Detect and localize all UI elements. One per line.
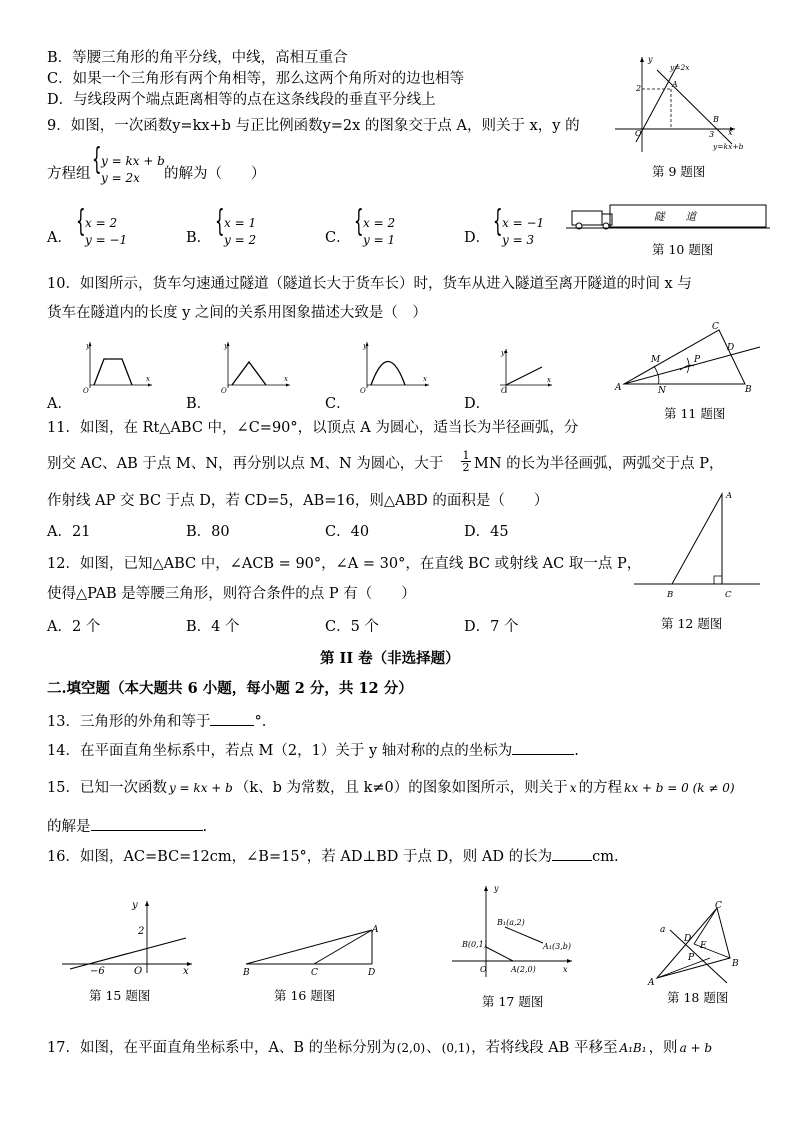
q12-option-a[interactable]: A．2 个 [47, 619, 101, 635]
fig9-y-label: y [648, 55, 653, 64]
q10-b-y: y [224, 342, 228, 350]
q12-stem-line1: 12．如图，已知△ABC 中，∠ACB = 90°，∠A = 30°，在直线 BC 或射线 AC 取一点 P， [47, 556, 642, 572]
q15-line2 [47, 816, 207, 836]
fig11-c: C [712, 322, 719, 332]
q11-option-c[interactable]: C．40 [325, 524, 370, 540]
q13-unit: °. [254, 714, 267, 730]
fig17-y: y [494, 884, 499, 893]
q9-option-d: { x = −1 y = 3 [493, 204, 545, 247]
fig15-o: O [134, 966, 143, 977]
fig18-a: A [648, 978, 655, 988]
fig17-b1: B₁(a,2) [497, 918, 525, 927]
fig9-point-b: B [713, 115, 719, 124]
q16-text: 16．如图，AC=BC=12cm，∠B=15°，若 AD⊥BD 于点 D，则 AD 的长为 [47, 849, 553, 865]
fig11-a: A [615, 383, 622, 393]
q14-answer-blank[interactable] [512, 740, 574, 755]
q9-option-b-l1: x = 1 [224, 216, 257, 230]
q16-answer-blank[interactable] [552, 846, 592, 861]
q9-option-c: { x = 2 y = 1 [354, 204, 396, 247]
q17-text-c: ，则 [648, 1040, 678, 1056]
q12-option-d[interactable]: D．7 个 [464, 619, 519, 635]
q15-equation: kx + b = 0 (k ≠ 0) [624, 781, 735, 795]
q17-point-a: (2,0) [396, 1041, 426, 1055]
fig18-e: E [700, 941, 707, 951]
q11-frac-den: 2 [462, 461, 470, 474]
q10-b-o: O [221, 387, 227, 395]
q9-option-d-l2: y = 3 [502, 233, 535, 247]
fig18-d: D [684, 934, 692, 944]
q15 [47, 779, 735, 797]
fig9-origin: O [635, 129, 642, 138]
q9-option-b-l2: y = 2 [224, 233, 257, 247]
fig16-c: C [311, 968, 318, 978]
q9-stem-prefix: 方程组 [47, 166, 91, 182]
q11-option-d[interactable]: D．45 [464, 524, 509, 540]
q10-a-y: y [86, 342, 90, 350]
q14-text: 14．在平面直角坐标系中，若点 M（2，1）关于 y 轴对称的点的坐标为 [47, 743, 513, 759]
fig9-tick-3: 3 [709, 130, 715, 139]
q9-option-a-l2: y = −1 [85, 233, 128, 247]
fig10-tunnel-text: 隧 道 [654, 211, 696, 223]
q9-option-c-letter: C． [325, 230, 351, 246]
q13-text: 13．三角形的外角和等于 [47, 714, 211, 730]
fig16-b: B [243, 968, 250, 978]
fig15-x: x [183, 966, 189, 977]
q10-option-b[interactable]: B． [186, 396, 212, 412]
q15-line2-text: 的解是 [47, 819, 91, 835]
q9-option-b-letter: B． [186, 230, 212, 246]
fig17-b: B(0,1) [462, 940, 487, 949]
fig16-triangle [240, 920, 385, 980]
q15-text-b: （k、b 为常数，且 k≠0）的图象如图所示，则关于 [234, 780, 568, 796]
q10-option-c[interactable]: C． [325, 396, 351, 412]
q10-graph-a [80, 340, 155, 395]
q9-eq1: y = kx + b [101, 154, 165, 168]
fig11-b: B [745, 385, 752, 395]
q12-option-c[interactable]: C．5 个 [325, 619, 379, 635]
q11-stem-line2b: MN 的长为半径画弧，两弧交于点 P， [474, 456, 724, 472]
fig12-a: A [726, 491, 733, 501]
q12-stem-line2: 使得△PAB 是等腰三角形，则符合条件的点 P 有（ ） [47, 586, 416, 602]
q9-option-b: { x = 1 y = 2 [215, 204, 257, 247]
q9-option-d-letter: D． [464, 230, 491, 246]
q9-stem-suffix: 的解为（ ） [164, 166, 266, 182]
q11-option-b[interactable]: B．80 [186, 524, 230, 540]
fig17-caption: 第 17 题图 [482, 994, 544, 1009]
q10-d-o: O [501, 387, 507, 395]
fig11-n: N [658, 386, 666, 396]
q10-option-a[interactable]: A． [47, 396, 72, 412]
fig12-c: C [725, 590, 732, 600]
q10-stem-line1: 10．如图所示，货车匀速通过隧道（隧道长大于货车长）时，货车从进入隧道至离开隧道的时间 x 与 [47, 276, 692, 292]
q9-equation-system: { y = kx + b y = 2x [92, 142, 165, 185]
q15-var: x [569, 781, 577, 795]
q11-stem-line2a: 别交 AC、AB 于点 M、N，再分别以点 M、N 为圆心，大于 [47, 456, 444, 472]
fig15-caption: 第 15 题图 [89, 988, 151, 1003]
fig12-caption: 第 12 题图 [661, 616, 723, 631]
fig11-p: P [694, 355, 701, 365]
fig9-x-label: x [728, 128, 733, 137]
q14-end: . [574, 743, 579, 759]
fig9-tick-2: 2 [636, 84, 642, 93]
fig11-d: D [727, 343, 735, 353]
fig9-line-label: y=2x [670, 63, 690, 72]
q17-text-b: ，若将线段 AB 平移至 [471, 1040, 618, 1056]
q10-graph-d [496, 345, 556, 395]
q9-stem: 9．如图，一次函数y=kx+b 与正比例函数y=2x 的图象交于点 A，则关于 x，y 的 [47, 118, 580, 134]
fig9-graph [610, 52, 750, 157]
fig18-c: C [715, 901, 722, 911]
q8-option-b: B．等腰三角形的角平分线，中线，高相互重合 [47, 50, 348, 66]
section2-title: 二.填空题（本大题共 6 小题，每小题 2 分，共 12 分） [47, 680, 413, 697]
q10-c-o: O [360, 387, 366, 395]
fig18-a-line: a [660, 925, 666, 935]
q10-b-x: x [284, 375, 288, 383]
fig18-p: P [688, 953, 695, 963]
fig11-m: M [651, 355, 661, 365]
q11-fraction [461, 450, 471, 473]
q8-option-d: D．与线段两个端点距离相等的点在这条线段的垂直平分线上 [47, 92, 436, 108]
q10-graph-c [357, 340, 432, 395]
q15-text-c: 的方程 [578, 780, 623, 796]
q10-stem-line2: 货车在隧道内的长度 y 之间的关系用图象描述大致是（ ） [47, 305, 427, 321]
q9-option-a-l1: x = 2 [85, 216, 118, 230]
fig12-triangle [632, 488, 762, 606]
fig11-triangle [614, 318, 764, 396]
q9-option-c-l1: x = 2 [363, 216, 396, 230]
fig17-o: O [480, 965, 487, 974]
q16-unit: cm. [592, 849, 619, 865]
q17-expr: a + b [679, 1041, 713, 1055]
q11-frac-num: 1 [462, 449, 470, 462]
q11-stem-line3: 作射线 AP 交 BC 于点 D，若 CD=5，AB=16，则△ABD 的面积是（ ） [47, 493, 549, 509]
fig15-graph [58, 898, 198, 976]
q17-text-a: 17．如图，在平面直角坐标系中，A、B 的坐标分别为 [47, 1040, 396, 1056]
fig16-d: D [368, 968, 376, 978]
fig18-figure [642, 898, 742, 988]
fig15-y: y [132, 900, 138, 911]
q15-function: y = kx + b [168, 781, 233, 795]
q10-option-d[interactable]: D． [464, 396, 491, 412]
fig12-b: B [667, 590, 674, 600]
q9-eq2: y = 2x [101, 171, 140, 185]
q11-stem-line1: 11．如图，在 Rt△ABC 中，∠C=90°，以顶点 A 为圆心，适当长为半径画弧，分 [47, 420, 579, 436]
q10-d-x: x [547, 376, 551, 384]
fig15-tick-y: 2 [138, 926, 145, 937]
q15-text-a: 15．已知一次函数 [47, 780, 167, 796]
q10-a-x: x [146, 375, 150, 383]
fig17-a1: A₁(3,b) [543, 942, 571, 951]
q10-a-o: O [83, 387, 89, 395]
q15-end: . [202, 819, 208, 835]
q9-option-c-l2: y = 1 [363, 233, 396, 247]
fig10-tunnel [566, 202, 771, 232]
q17-point-b: (0,1) [441, 1041, 471, 1055]
q12-option-b[interactable]: B．4 个 [186, 619, 240, 635]
fig10-caption: 第 10 题图 [652, 242, 714, 257]
q15-answer-blank[interactable] [91, 816, 203, 831]
part2-title: 第 II 卷（非选择题） [320, 650, 460, 667]
q17-segment: A₁B₁ [619, 1041, 647, 1055]
fig18-b: B [732, 959, 739, 969]
fig17-a: A(2,0) [511, 965, 536, 974]
fig9-caption: 第 9 题图 [652, 164, 706, 179]
q10-c-y: y [363, 342, 367, 350]
q8-option-c: C．如果一个三角形有两个角相等，那么这两个角所对的边也相等 [47, 71, 465, 87]
q9-option-a: { x = 2 y = −1 [76, 204, 128, 247]
fig9-point-a: A [672, 80, 678, 89]
q10-c-x: x [423, 375, 427, 383]
q17-sep: 、 [426, 1040, 441, 1056]
fig16-a: A [372, 925, 379, 935]
fig9-kb-label: y=kx+b [713, 142, 744, 151]
q13 [47, 711, 266, 731]
q13-answer-blank[interactable] [210, 711, 254, 726]
fig15-tick-x: −6 [90, 966, 105, 977]
fig16-caption: 第 16 题图 [274, 988, 336, 1003]
q9-option-d-l1: x = −1 [502, 216, 545, 230]
fig18-caption: 第 18 题图 [667, 990, 729, 1005]
q9-option-a-letter: A． [47, 230, 72, 246]
q14 [47, 740, 579, 760]
fig11-caption: 第 11 题图 [664, 406, 726, 421]
fig17-graph [450, 883, 580, 981]
fig17-x: x [563, 965, 568, 974]
q11-option-a[interactable]: A．21 [47, 524, 91, 540]
q10-d-y: y [501, 349, 505, 357]
q16 [47, 846, 619, 866]
q10-graph-b [218, 340, 293, 395]
q17 [47, 1039, 712, 1057]
